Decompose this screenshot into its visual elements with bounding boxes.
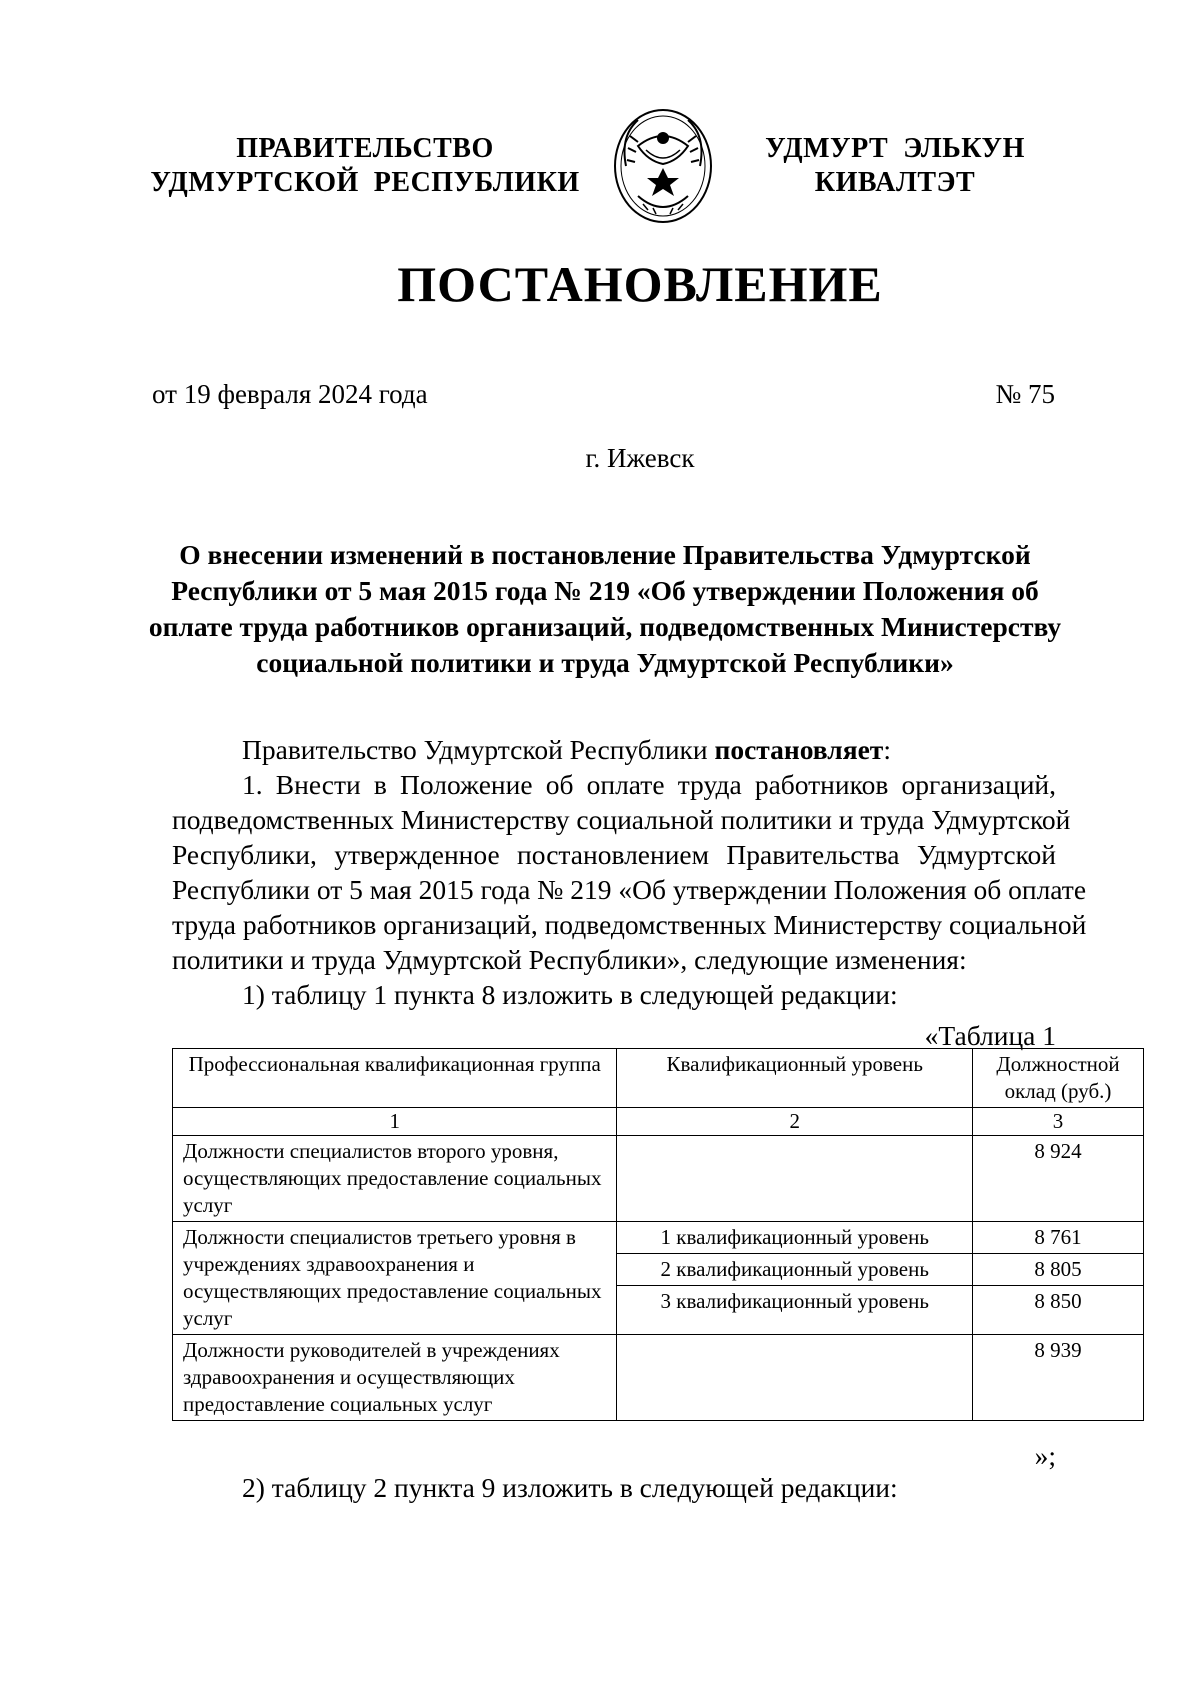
level-cell: [617, 1335, 973, 1421]
subject-line: Республики от 5 мая 2015 года № 219 «Об утверждении Положения об: [171, 575, 1039, 606]
group-cell: Должности руководителей в учреждениях здравоохранения и осуществляющих предоставление социальных услуг: [173, 1335, 617, 1421]
document-body: [172, 732, 1087, 1053]
col-number: 1: [173, 1108, 617, 1136]
table-row: [173, 1335, 1144, 1421]
paragraph-1-line: Республики от 5 мая 2015 года № 219 «Об утверждении Положения об оплате: [172, 874, 1087, 905]
salary-cell: [973, 1222, 1144, 1335]
document-date: от 19 февраля 2024 года: [152, 379, 428, 409]
col-number: 3: [973, 1108, 1144, 1136]
salary-sub-cell: 8 850: [973, 1285, 1143, 1317]
subject-line: социальной политики и труда Удмуртской Республики»: [256, 647, 954, 678]
paragraph-1-line: подведомственных Министерству социальной политики и труда Удмуртской: [172, 804, 1071, 835]
header-left-line-2: УДМУРТСКОЙ РЕСПУБЛИКИ: [150, 167, 580, 198]
level-sub-cell: 3 квалификационный уровень: [617, 1285, 972, 1317]
document-number: № 75: [995, 379, 1055, 409]
intro-verb: постановляет: [714, 734, 884, 765]
subject-line: оплате труда работников организаций, подведомственных Министерству: [148, 611, 1062, 642]
level-cell: [617, 1222, 973, 1335]
table-caption: «Таблица 1: [924, 1020, 1056, 1051]
salary-sub-cell: 8 805: [973, 1253, 1143, 1285]
item-1: 1) таблицу 1 пункта 8 изложить в следующей редакции:: [242, 979, 898, 1010]
level-cell: [617, 1136, 973, 1222]
header-salary: Должностной оклад (руб.): [973, 1049, 1144, 1108]
header-group: Профессиональная квалификационная группа: [173, 1049, 617, 1108]
government-name-russian: [140, 132, 590, 200]
group-cell: Должности специалистов третьего уровня в учреждениях здравоохранения и осуществляющих предоставление социальных услуг: [173, 1222, 617, 1335]
document-type-title: ПОСТАНОВЛЕНИЕ: [397, 256, 883, 312]
salary-sub-cell: 8 761: [1034, 1225, 1082, 1249]
table-row: [173, 1136, 1144, 1222]
level-sub-cell: 2 квалификационный уровень: [617, 1253, 972, 1285]
header-right-line-1: УДМУРТ ЭЛЬКУН: [765, 133, 1025, 164]
paragraph-1-line: Республики, утвержденное постановлением Правительства Удмуртской: [172, 839, 1056, 870]
paragraph-1-line: 1. Внести в Положение об оплате труда работников организаций,: [242, 769, 1056, 800]
intro-colon: :: [883, 734, 891, 765]
table-header-row: [173, 1049, 1144, 1108]
document-subject: [140, 537, 1070, 681]
item-2: 2) таблицу 2 пункта 9 изложить в следующей редакции:: [242, 1472, 898, 1503]
level-sub-cell: 1 квалификационный уровень: [660, 1225, 929, 1249]
group-cell: Должности специалистов второго уровня, осуществляющих предоставление социальных услуг: [173, 1136, 617, 1222]
table-row: [173, 1222, 1144, 1335]
table-number-row: [173, 1108, 1144, 1136]
intro-text: Правительство Удмуртской Республики: [242, 734, 715, 765]
government-name-udmurt: [730, 132, 1060, 200]
paragraph-1-line: политики и труда Удмуртской Республики», следующие изменения:: [172, 944, 967, 975]
subject-line: О внесении изменений в постановление Правительства Удмуртской: [179, 539, 1031, 570]
document-city: г. Ижевск: [585, 443, 695, 473]
header-level: Квалификационный уровень: [617, 1049, 973, 1108]
header-left-line-1: ПРАВИТЕЛЬСТВО: [236, 133, 494, 164]
salary-cell: 8 924: [973, 1136, 1144, 1222]
paragraph-1-line: труда работников организаций, подведомственных Министерству социальной: [172, 909, 1087, 940]
col-number: 2: [617, 1108, 973, 1136]
udmurt-coat-of-arms-icon: [608, 106, 718, 226]
intro-paragraph: [172, 732, 1056, 767]
salary-cell: 8 939: [973, 1335, 1144, 1421]
salary-table: [172, 1048, 1144, 1421]
table-close-quote: »;: [1034, 1440, 1056, 1471]
header-right-line-2: КИВАЛТЭТ: [814, 167, 976, 198]
